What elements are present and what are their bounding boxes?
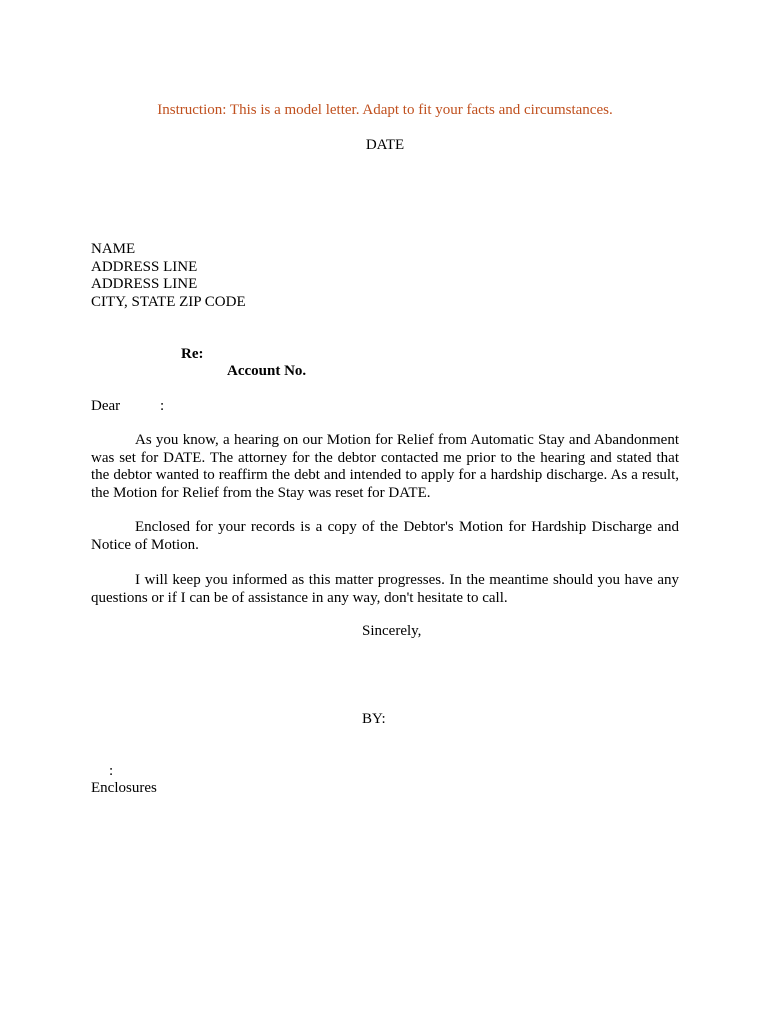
- address-line-2: ADDRESS LINE: [91, 276, 198, 292]
- body-paragraph-1: As you know, a hearing on our Motion for Relief from Automatic Stay and Abandonment was set for DATE. The attorney for the debtor contacted me prior to the hearing and stated that the debtor wanted to reaffirm the debt and intended to apply for a hardship discharge. As a result, the Motion for Relief from the Stay was reset for DATE.: [91, 432, 679, 502]
- instruction-note: Instruction: This is a model letter. Adapt to fit your facts and circumstances.: [157, 102, 613, 118]
- cc-colon: :: [109, 763, 114, 779]
- recipient-name: NAME: [91, 241, 136, 257]
- letter-date: DATE: [365, 137, 405, 153]
- address-line-1: ADDRESS LINE: [91, 258, 198, 275]
- salutation: Dear: [91, 398, 121, 414]
- city-state-zip: CITY, STATE ZIP CODE: [91, 293, 246, 310]
- re-label: Re:: [181, 346, 204, 362]
- signature-by-label: BY:: [362, 711, 386, 727]
- account-label: Account No.: [227, 363, 307, 379]
- body-paragraph-3: I will keep you informed as this matter progresses. In the meantime should you have any questions or if I can be of assistance in any way, don't hesitate to call.: [91, 572, 679, 606]
- salutation-colon: :: [160, 398, 165, 414]
- recipient-address: [91, 241, 246, 311]
- closing: Sincerely,: [362, 623, 422, 639]
- body-paragraph-2: Enclosed for your records is a copy of the Debtor's Motion for Hardship Discharge and Notice of Motion.: [91, 519, 679, 553]
- enclosures-label: Enclosures: [91, 780, 157, 796]
